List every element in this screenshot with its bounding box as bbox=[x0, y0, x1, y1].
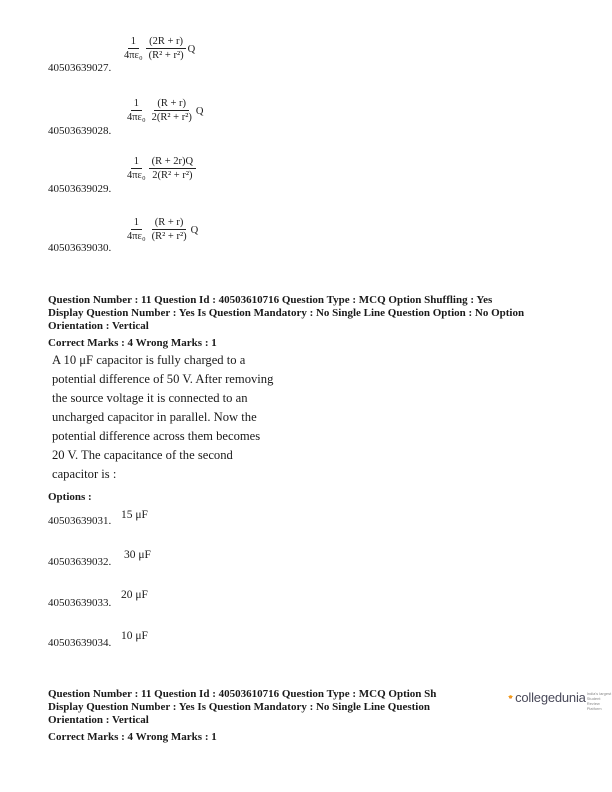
option-value: 10 μF bbox=[121, 630, 148, 642]
option-id: 40503639031. bbox=[48, 515, 112, 527]
question-text-line: the source voltage it is connected to an bbox=[52, 391, 248, 405]
question-header-line-1: Question Number : 11 Question Id : 40503610716 Question Type : MCQ Option Shuffling : Yes bbox=[48, 294, 493, 306]
question-text bbox=[52, 351, 273, 484]
next-question-header-line-3: Orientation : Vertical bbox=[48, 714, 149, 726]
graduation-cap-icon bbox=[508, 691, 513, 703]
collegedunia-watermark bbox=[508, 687, 612, 711]
options-label: Options : bbox=[48, 491, 92, 503]
question-text-line: 20 V. The capacitance of the second bbox=[52, 448, 233, 462]
question-header-line-3: Orientation : Vertical bbox=[48, 320, 149, 332]
option-formula: $\frac{1}{\text{4πε₀}}$ $\frac{(R + 2r)Q}{\text{2(R² + r²)}}$ bbox=[124, 156, 197, 182]
option-id: 40503639029. bbox=[48, 183, 112, 195]
question-text-line: potential difference across them becomes bbox=[52, 429, 261, 443]
option-id: 40503639032. bbox=[48, 556, 112, 568]
option-id: 40503639030. bbox=[48, 242, 112, 254]
next-question-header-line-2: Display Question Number : Yes Is Question Mandatory : No Single Line Question bbox=[48, 701, 430, 713]
watermark-brand: collegedunia bbox=[515, 689, 586, 705]
option-formula: $\frac{1}{\text{4πε₀}}$ $\frac{(2R + r)}{\text{(R² + r²)}}$ Q bbox=[124, 36, 196, 61]
next-question-marks: Correct Marks : 4 Wrong Marks : 1 bbox=[48, 731, 217, 743]
option-id: 40503639034. bbox=[48, 637, 112, 649]
question-marks: Correct Marks : 4 Wrong Marks : 1 bbox=[48, 337, 217, 349]
question-text-line: potential difference of 50 V. After removing bbox=[52, 372, 274, 386]
option-id: 40503639033. bbox=[48, 597, 112, 609]
option-value: 20 μF bbox=[121, 589, 148, 601]
question-header-line-2: Display Question Number : Yes Is Question Mandatory : No Single Line Question Option : No Option bbox=[48, 307, 525, 319]
option-value: 30 μF bbox=[124, 549, 151, 561]
option-formula: $\frac{1}{\text{4πε₀}}$ $\frac{(R + r)}{\text{(R² + r²)}}$ Q bbox=[127, 217, 199, 242]
next-question-header-line-1: Question Number : 11 Question Id : 40503610716 Question Type : MCQ Option Sh bbox=[48, 688, 437, 700]
watermark-tagline: India's largest Student Review Platform bbox=[586, 691, 612, 711]
option-formula: $\frac{1}{\text{4πε₀}}$ $\frac{(R + r)}{\text{2(R² + r²)}}$ Q bbox=[127, 98, 204, 123]
option-id: 40503639028. bbox=[48, 125, 112, 137]
question-text-line: A 10 μF capacitor is fully charged to a bbox=[52, 353, 246, 367]
option-id: 40503639027. bbox=[48, 62, 112, 74]
option-value: 15 μF bbox=[121, 509, 148, 521]
question-text-line: capacitor is : bbox=[52, 467, 117, 481]
question-text-line: uncharged capacitor in parallel. Now the bbox=[52, 410, 257, 424]
